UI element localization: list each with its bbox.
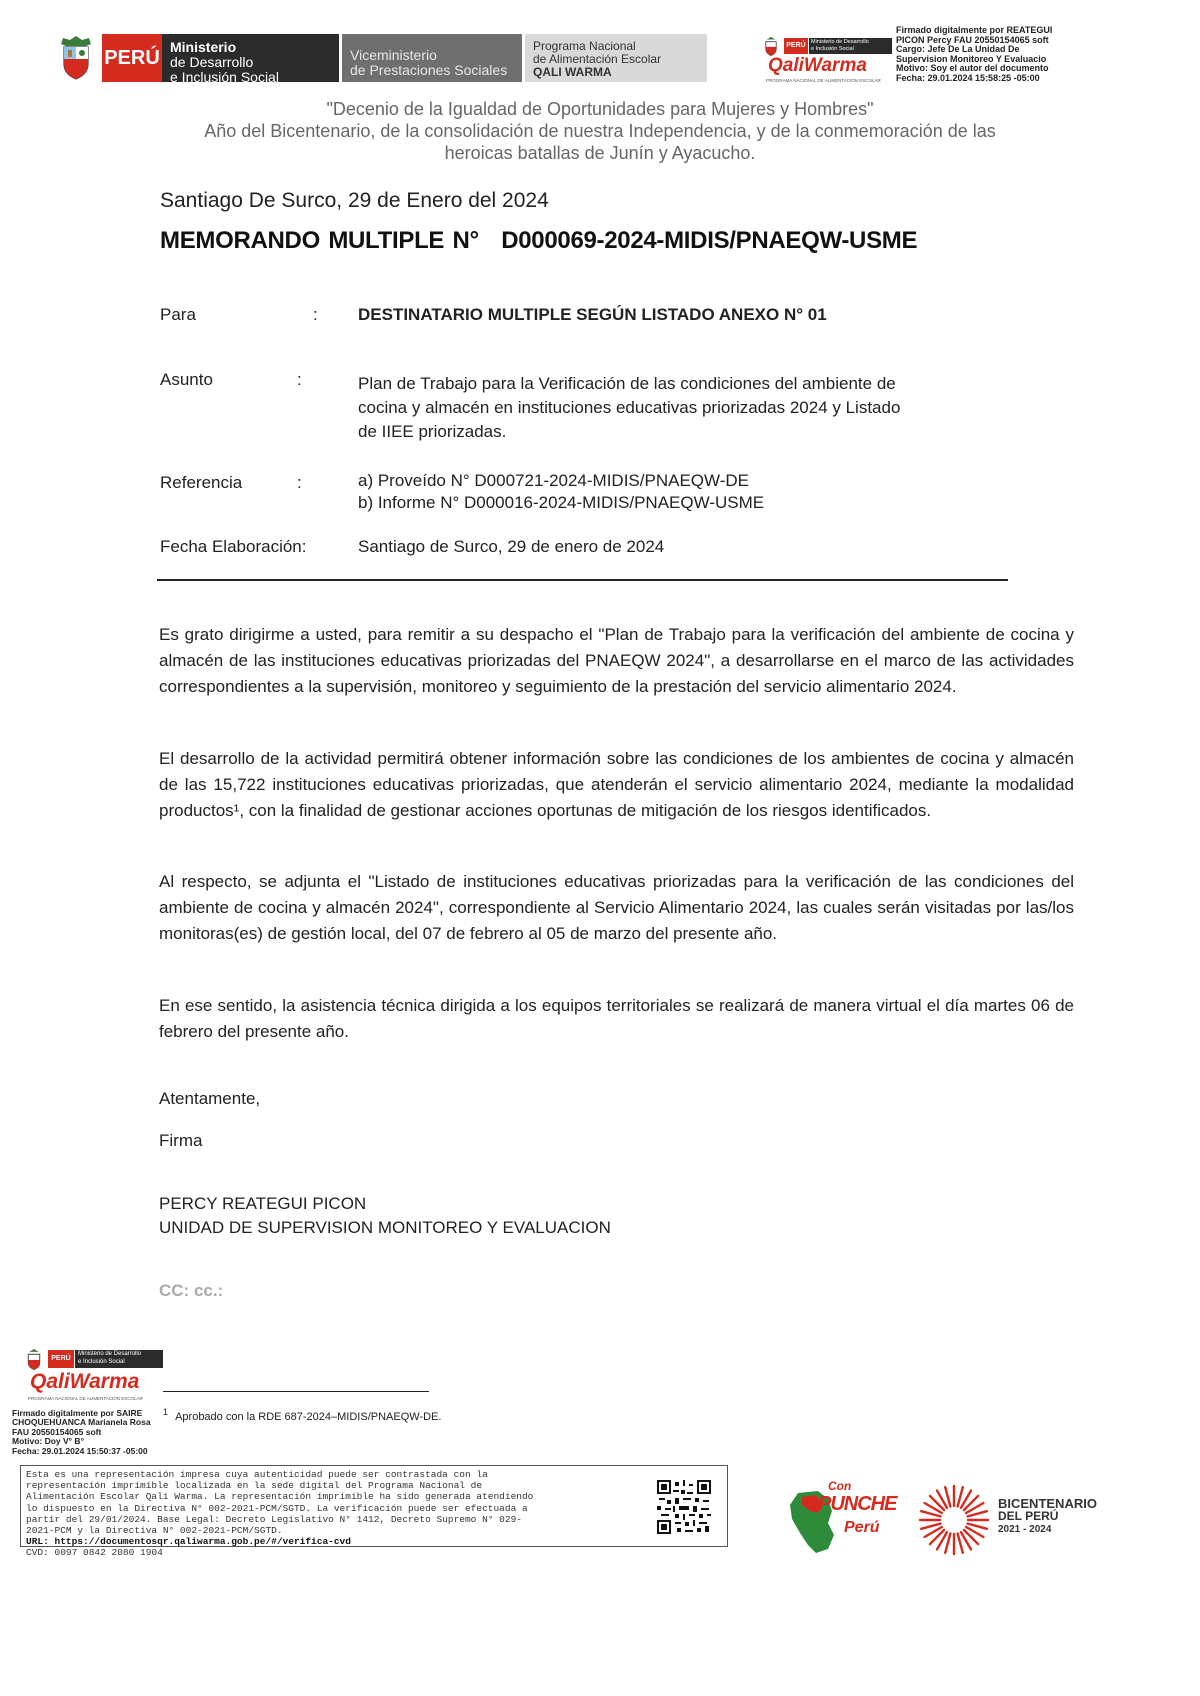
signer-unit: UNIDAD DE SUPERVISION MONITOREO Y EVALUACION — [159, 1218, 611, 1237]
sig-line: CHOQUEHUANCA Marianela Rosa — [12, 1417, 151, 1428]
con-punche-line: Con — [828, 1479, 852, 1493]
sig-line: Motivo: Doy V° B° — [12, 1436, 84, 1447]
footnote-text: Aprobado con la RDE 687-2024–MIDIS/PNAEQW-DE. — [175, 1410, 442, 1423]
decenio-line: Año del Bicentenario, de la consolidación de nuestra Independencia, y de la conmemoración de las — [204, 121, 996, 141]
con-punche-peru-logo — [788, 1479, 908, 1557]
signer-block — [159, 1192, 611, 1240]
vice-line: Viceministerio — [350, 47, 437, 63]
logo-small-text — [809, 38, 892, 54]
field-referencia-colon: : — [297, 473, 302, 492]
sig-line: FAU 20550154065 soft — [12, 1426, 102, 1437]
sig-line: PICON Percy FAU 20550154065 soft — [896, 34, 1049, 45]
verification-text — [26, 1469, 641, 1559]
logo-small-text — [75, 1350, 163, 1368]
field-para-colon: : — [313, 305, 318, 324]
sig-line: Fecha: 29.01.2024 15:58:25 -05:00 — [896, 72, 1040, 83]
peru-label-small: PERÚ — [48, 1350, 74, 1368]
footnote-divider — [163, 1391, 429, 1392]
field-referencia-value — [358, 470, 764, 514]
signer-name: PERCY REATEGUI PICON — [159, 1194, 367, 1213]
footnote-mark: 1 — [163, 1407, 169, 1417]
qaliwarma-tagline: PROGRAMA NACIONAL DE ALIMENTACIÓN ESCOLAR — [766, 78, 881, 83]
verification-url[interactable]: URL: https://documentosqr.qaliwarma.gob.pe/#/verifica-cvd — [26, 1536, 351, 1548]
ministry-line: e Inclusión Social — [170, 69, 279, 85]
memo-title — [160, 227, 917, 255]
peru-coat-of-arms-icon — [56, 34, 96, 80]
verification-line: 2021-PCM y la Directiva N° 002-2021-PCM/SGTD. — [26, 1525, 283, 1537]
cc-line: CC: cc.: — [159, 1281, 224, 1300]
field-para-label: Para — [160, 305, 196, 324]
digital-signature-footer — [12, 1409, 162, 1456]
verification-box — [20, 1465, 728, 1559]
sig-line: Fecha: 29.01.2024 15:50:37 -05:00 — [12, 1445, 148, 1456]
sig-line: Firmado digitalmente por SAIRE — [12, 1408, 143, 1418]
field-asunto-label: Asunto — [160, 370, 213, 389]
bicentenario-line: BICENTENARIO — [998, 1496, 1097, 1511]
program-block — [525, 34, 707, 82]
referencia-line: b) Informe N° D000016-2024-MIDIS/PNAEQW-USME — [358, 493, 765, 512]
qaliwarma-brand: QaliWarma — [768, 55, 867, 76]
decenio-line: "Decenio de la Igualdad de Oportunidades para Mujeres y Hombres" — [326, 99, 874, 119]
qaliwarma-tagline: PROGRAMA NACIONAL DE ALIMENTACIÓN ESCOLAR — [28, 1396, 143, 1401]
footnote — [163, 1407, 441, 1423]
decenio-heading — [50, 98, 1150, 164]
program-line: QALI WARMA — [533, 65, 612, 79]
qaliwarma-logo-footer — [24, 1346, 164, 1404]
field-asunto-value — [358, 372, 900, 444]
bicentenario-text — [998, 1497, 1097, 1536]
logo-small-line: e Inclusión Social — [811, 46, 854, 52]
program-line: Programa Nacional — [533, 39, 636, 53]
con-punche-line: PUNCHE — [818, 1493, 897, 1515]
field-referencia-label: Referencia — [160, 473, 243, 492]
sig-line: Firmado digitalmente por REATEGUI — [896, 25, 1053, 35]
ministry-line: de Desarrollo — [170, 54, 254, 70]
verification-cvd: CVD: 0097 0842 2080 1904 — [26, 1547, 163, 1559]
sig-line: Cargo: Jefe De La Unidad De — [896, 44, 1020, 55]
bicentenario-sun-icon — [916, 1482, 992, 1558]
header-divider — [157, 579, 1008, 581]
con-punche-line: Perú — [844, 1519, 880, 1536]
vice-ministry-block — [342, 34, 522, 82]
sig-line: Supervision Monitoreo Y Evaluacio — [896, 53, 1047, 64]
peru-coat-of-arms-icon — [24, 1348, 44, 1370]
field-asunto-colon: : — [297, 370, 302, 389]
verification-line: Alimentación Escolar Qali Warma. La representación imprimible ha sido generada atendiendo — [26, 1491, 534, 1503]
logo-small-line: Ministerio de Desarrollo — [811, 39, 869, 45]
program-line: de Alimentación Escolar — [533, 52, 662, 66]
qaliwarma-brand: QaliWarma — [30, 1370, 140, 1393]
vice-line: de Prestaciones Sociales — [350, 62, 508, 78]
bicentenario-line: DEL PERÚ — [998, 1509, 1059, 1523]
firma: Firma — [159, 1131, 203, 1150]
referencia-line: a) Proveído N° D000721-2024-MIDIS/PNAEQW-DE — [358, 471, 750, 490]
body-paragraph-4: En ese sentido, la asistencia técnica dirigida a los equipos territoriales se realizará de manera virtual el día martes 06 de febrero del presente año. — [159, 996, 1074, 1041]
body-paragraph-2: El desarrollo de la actividad permitirá obtener información sobre las condiciones de los ambientes de cocina y almacén de las 15,722 instituciones educativas priorizadas, que atenderán el servicio alimentario 2024, mediante la modalidad productos¹, con la finalidad de gestionar acciones oportunas de mitigación de los riesgos identificados. — [159, 749, 1074, 820]
field-fecha-label: Fecha Elaboración: — [160, 537, 307, 556]
closing: Atentamente, — [159, 1089, 261, 1108]
asunto-line: cocina y almacén en instituciones educativas priorizadas 2024 y Listado — [358, 398, 901, 417]
asunto-line: de IIEE priorizadas. — [358, 422, 507, 441]
ministry-line: Ministerio — [170, 39, 237, 55]
digital-signature-header — [896, 26, 1056, 84]
body-paragraph-1: Es grato dirigirme a usted, para remitir a su despacho el "Plan de Trabajo para la verificación del ambiente de cocina y almacén de las instituciones educativas priorizadas del PNAEQW 2024", a desarrollarse en el marco de las actividades correspondientes a la supervisión, monitoreo y seguimiento de la prestación del servicio alimentario 2024. — [159, 625, 1074, 696]
sig-line: Motivo: Soy el autor del documento — [896, 63, 1049, 74]
header — [0, 0, 1200, 100]
verification-line: representación imprimible localizada en la sede digital del Programa Nacional de — [26, 1480, 483, 1492]
decenio-line: heroicas batallas de Junín y Ayacucho. — [444, 143, 756, 163]
qr-code-icon[interactable] — [657, 1480, 711, 1534]
peru-label: PERÚ — [102, 34, 162, 82]
body-paragraph-3: Al respecto, se adjunta el "Listado de instituciones educativas priorizadas para la verificación de las condiciones del ambiente de cocina y almacén 2024", correspondiente al Servicio Alimentario 2024, las cuales serán visitadas por las/los monitoras(es) de gestión local, del 07 de febrero al 05 de marzo del presente año. — [159, 872, 1074, 943]
field-para-value: DESTINATARIO MULTIPLE SEGÚN LISTADO ANEXO N° 01 — [358, 305, 827, 324]
verification-line: Esta es una representación impresa cuya autenticidad puede ser contrastada con la — [26, 1469, 488, 1480]
memo-number: D000069-2024-MIDIS/PNAEQW-USME — [501, 227, 918, 254]
verification-line: lo dispuesto en la Directiva N° 002-2021-PCM/SGTD. La verificación puede ser efectuada a — [26, 1502, 528, 1514]
bicentenario-line: 2021 - 2024 — [998, 1524, 1052, 1535]
field-fecha-value: Santiago de Surco, 29 de enero de 2024 — [358, 537, 665, 556]
qaliwarma-logo — [762, 34, 892, 90]
asunto-line: Plan de Trabajo para la Verificación de las condiciones del ambiente de — [358, 374, 896, 393]
peru-label-small: PERÚ — [784, 38, 808, 54]
memo-title-label: MEMORANDO MULTIPLE N° — [160, 227, 479, 254]
verification-line: partir del 29/01/2024. Base Legal: Decreto Legislativo N° 1412, Decreto Supremo N° 029- — [26, 1513, 522, 1525]
logo-small-line: e Inclusión Social — [78, 1358, 125, 1365]
logo-small-line: Ministerio de Desarrollo — [78, 1351, 142, 1357]
ministry-block — [162, 34, 339, 85]
peru-coat-of-arms-icon — [762, 36, 780, 56]
place-date: Santiago De Surco, 29 de Enero del 2024 — [160, 189, 549, 212]
